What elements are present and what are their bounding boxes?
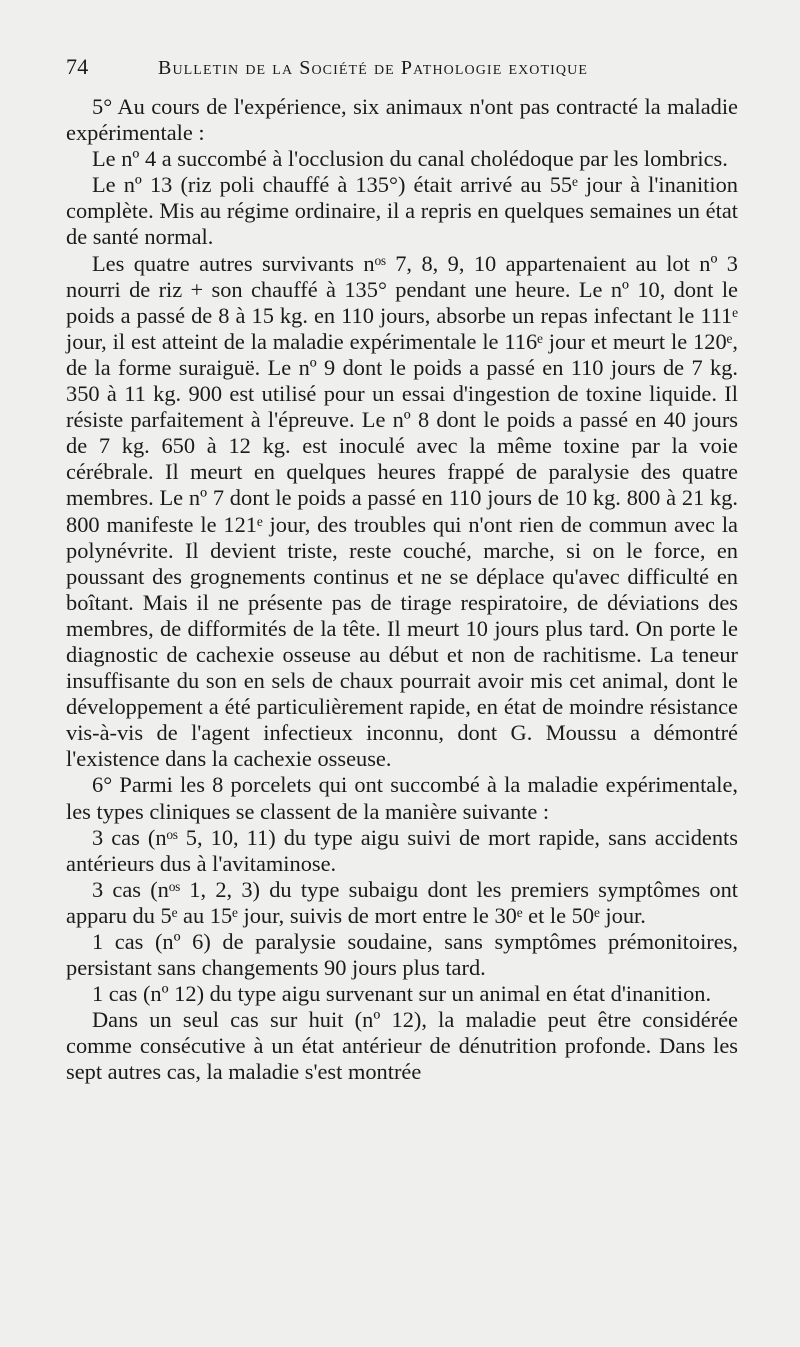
running-title: Bulletin de la Société de Pathologie exotique	[158, 57, 589, 79]
paragraph: 1 cas (nº 12) du type aigu survenant sur un animal en état d'inanition.	[92, 981, 712, 1007]
page-number: 74	[66, 54, 89, 79]
paragraph: 5° Au cours de l'expérience, six animaux n'ont pas contracté la maladie expérimentale :	[66, 94, 738, 146]
paragraph: 1 cas (nº 6) de paralysie soudaine, sans symptômes prémonitoires, persistant sans changements 90 jours plus tard.	[66, 929, 738, 981]
page-header	[66, 54, 738, 80]
body-text	[66, 94, 738, 1086]
paragraph: Dans un seul cas sur huit (nº 12), la maladie peut être considérée comme consécutive à un état antérieur de dénutrition profonde. Dans les sept autres cas, la maladie s'est montrée	[66, 1007, 738, 1085]
paragraph: Les quatre autres survivants nᵒˢ 7, 8, 9, 10 appartenaient au lot nº 3 nourri de riz + son chauffé à 135° pendant une heure. Le nº 10, dont le poids a passé de 8 à 15 kg. en 110 jours, absorbe un repas infectant le 111ᵉ jour, il est atteint de la maladie expérimentale le 116ᵉ jour et meurt le 120ᵉ, de la forme suraiguë. Le nº 9 dont le poids a passé en 110 jours de 7 kg. 350 à 11 kg. 900 est utilisé pour un essai d'ingestion de toxine liquide. Il résiste parfaitement à l'épreuve. Le nº 8 dont le poids a passé en 40 jours de 7 kg. 650 à 12 kg. est inoculé avec la même toxine par la voie cérébrale. Il meurt en quelques heures frappé de paralysie des quatre membres. Le nº 7 dont le poids a passé en 110 jours de 10 kg. 800 à 21 kg. 800 manifeste le 121ᵉ jour, des troubles qui n'ont rien de commun avec la polynévrite. Il devient triste, reste couché, marche, si on le force, en poussant des grognements continus et ne se déplace qu'avec difficulté en boîtant. Mais il ne présente pas de tirage respiratoire, de déviations des membres, de difformités de la tête. Il meurt 10 jours plus tard. On porte le diagnostic de cachexie osseuse au début et non de rachitisme. La teneur insuffisante du son en sels de chaux pourrait avoir mis cet animal, dont le développement a été particulièrement rapide, en état de moindre résistance vis-à-vis de l'agent infectieux inconnu, dont G. Moussu a démontré l'existence dans la cachexie osseuse.	[66, 250, 738, 772]
paragraph: 6° Parmi les 8 porcelets qui ont succombé à la maladie expérimentale, les types cliniques se classent de la manière suivante :	[66, 772, 738, 824]
paragraph: Le nº 13 (riz poli chauffé à 135°) était arrivé au 55ᵉ jour à l'inanition complète. Mis au régime ordinaire, il a repris en quelques semaines un état de santé normal.	[66, 172, 738, 250]
paragraph: 3 cas (nᵒˢ 5, 10, 11) du type aigu suivi de mort rapide, sans accidents antérieurs dus à l'avitaminose.	[66, 824, 738, 876]
paragraph: 3 cas (nᵒˢ 1, 2, 3) du type subaigu dont les premiers symptômes ont apparu du 5ᵉ au 15ᵉ jour, suivis de mort entre le 30ᵉ et le 50ᵉ jour.	[66, 876, 738, 928]
paragraph: Le nº 4 a succombé à l'occlusion du canal cholédoque par les lombrics.	[92, 146, 728, 172]
